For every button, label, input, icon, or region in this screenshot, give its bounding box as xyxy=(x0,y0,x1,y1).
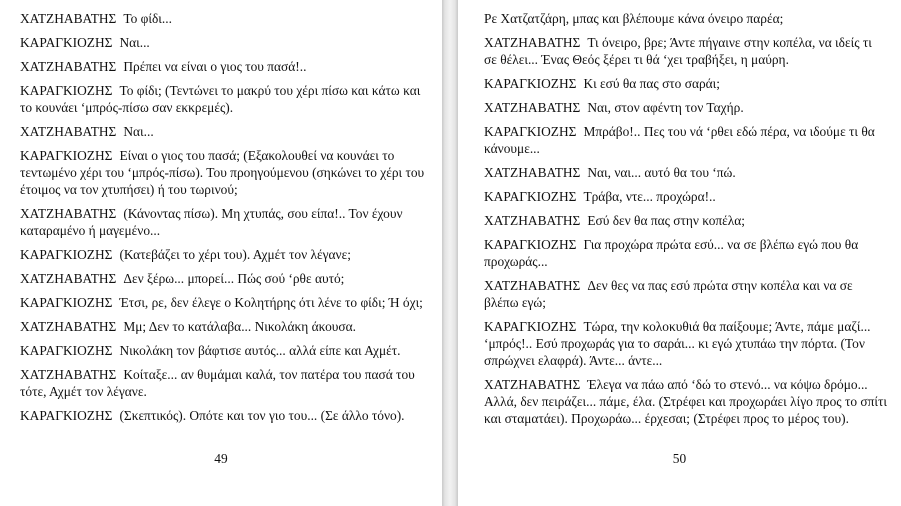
speaker-name: ΧΑΤΖΗΑΒΑΤΗΣ xyxy=(20,124,117,139)
dialogue-text: Κοίταξε... αν θυμάμαι καλά, τον πατέρα του πασά του τότε, Αχμέτ τον λέγανε. xyxy=(20,367,415,399)
dialogue-text: Νικολάκη τον βάφτισε αυτός... αλλά είπε και Αχμέτ. xyxy=(119,343,401,358)
left-page-text xyxy=(20,10,428,431)
dialogue-text: Ναι... xyxy=(123,124,154,139)
dialogue-paragraph xyxy=(20,294,428,311)
dialogue-text: Έλεγα να πάω από ‘δώ το στενό... να κόψω δρόμο... Αλλά, δεν πειράζει... πάμε, έλα. (Στρέφει και προχωράει λίγο προς το σπίτι και σταματάει). Προχωράω... έρχεσαι; (Στρέφει προς το μέρος του). xyxy=(484,377,887,426)
dialogue-text: Το φίδι; (Τεντώνει το μακρύ του χέρι πίσω και κάτω και το κουνάει ‘μπρός-πίσω σαν εκκρεμές). xyxy=(20,83,421,115)
dialogue-text: Τράβα, ντε... προχώρα!.. xyxy=(583,189,716,204)
dialogue-paragraph xyxy=(484,212,887,229)
speaker-name: ΧΑΤΖΗΑΒΑΤΗΣ xyxy=(20,59,117,74)
dialogue-text: Τι όνειρο, βρε; Άντε πήγαινε στην κοπέλα, να ιδείς τι σε θέλει... Ένας Θεός ξέρει τι θά ‘χει τραβήξει, η μαύρη. xyxy=(484,35,872,67)
dialogue-paragraph xyxy=(20,58,428,75)
dialogue-paragraph xyxy=(484,376,887,427)
page-number-left: 49 xyxy=(214,451,228,466)
dialogue-paragraph xyxy=(20,270,428,287)
speaker-name: ΚΑΡΑΓΚΙΟΖΗΣ xyxy=(484,124,577,139)
dialogue-paragraph xyxy=(20,366,428,400)
dialogue-paragraph xyxy=(484,277,887,311)
dialogue-paragraph xyxy=(484,99,887,116)
dialogue-text: Κι εσύ θα πας στο σαράι; xyxy=(583,76,720,91)
page-number-right: 50 xyxy=(672,451,687,466)
speaker-name: ΚΑΡΑΓΚΙΟΖΗΣ xyxy=(20,35,113,50)
dialogue-paragraph xyxy=(20,318,428,335)
dialogue-paragraph xyxy=(20,147,428,198)
dialogue-text: Τώρα, την κολοκυθιά θα παίξουμε; Άντε, πάμε μαζί... ‘μπρός!.. Εσύ προχωράς για το σαράι... κι εγώ χτυπάω την πόρτα. (Τον σπρώχνει ελαφρά). Άντε... άντε... xyxy=(484,319,871,368)
right-page xyxy=(458,0,901,506)
dialogue-text: Δεν θες να πας εσύ πρώτα στην κοπέλα και να σε βλέπω εγώ; xyxy=(484,278,853,310)
dialogue-text: Το φίδι... xyxy=(123,11,172,26)
speaker-name: ΧΑΤΖΗΑΒΑΤΗΣ xyxy=(484,165,581,180)
speaker-name: ΚΑΡΑΓΚΙΟΖΗΣ xyxy=(20,148,113,163)
speaker-name: ΧΑΤΖΗΑΒΑΤΗΣ xyxy=(20,319,117,334)
dialogue-paragraph xyxy=(20,123,428,140)
dialogue-paragraph xyxy=(484,318,887,369)
dialogue-text: Για προχώρα πρώτα εσύ... να σε βλέπω εγώ που θα προχωράς... xyxy=(484,237,859,269)
dialogue-text: Ρε Χατζατζάρη, μπας και βλέπουμε κάνα όνειρο παρέα; xyxy=(484,11,784,26)
speaker-name: ΧΑΤΖΗΑΒΑΤΗΣ xyxy=(484,278,581,293)
dialogue-text: Μμ; Δεν το κατάλαβα... Νικολάκη άκουσα. xyxy=(123,319,356,334)
dialogue-paragraph xyxy=(20,246,428,263)
dialogue-text: Ναι... xyxy=(119,35,150,50)
dialogue-text: Μπράβο!.. Πες του νά ‘ρθει εδώ πέρα, να ιδούμε τι θα κάνουμε... xyxy=(484,124,875,156)
dialogue-text: Ναι, στον αφέντη τον Ταχήρ. xyxy=(587,100,744,115)
speaker-name: ΚΑΡΑΓΚΙΟΖΗΣ xyxy=(484,189,577,204)
dialogue-text: Είναι ο γιος του πασά; (Εξακολουθεί να κουνάει το τεντωμένο χέρι του ‘μπρός-πίσω). Του προηγούμενου (σηκώνει το χέρι του έτοιμος να τον χτυπήσει) ή του τωρινού; xyxy=(20,148,425,197)
dialogue-text: Εσύ δεν θα πας στην κοπέλα; xyxy=(587,213,746,228)
dialogue-text: (Κατεβάζει το χέρι του). Αχμέτ τον λέγανε; xyxy=(119,247,351,262)
dialogue-paragraph xyxy=(20,10,428,27)
dialogue-paragraph xyxy=(484,164,887,181)
dialogue-paragraph xyxy=(484,188,887,205)
speaker-name: ΚΑΡΑΓΚΙΟΖΗΣ xyxy=(484,319,577,334)
speaker-name: ΧΑΤΖΗΑΒΑΤΗΣ xyxy=(484,35,581,50)
dialogue-paragraph xyxy=(484,123,887,157)
speaker-name: ΚΑΡΑΓΚΙΟΖΗΣ xyxy=(20,247,113,262)
dialogue-paragraph xyxy=(484,236,887,270)
speaker-name: ΚΑΡΑΓΚΙΟΖΗΣ xyxy=(20,343,113,358)
speaker-name: ΚΑΡΑΓΚΙΟΖΗΣ xyxy=(20,83,113,98)
dialogue-text: Ναι, ναι... αυτό θα του ‘πώ. xyxy=(587,165,736,180)
speaker-name: ΧΑΤΖΗΑΒΑΤΗΣ xyxy=(484,100,581,115)
speaker-name: ΚΑΡΑΓΚΙΟΖΗΣ xyxy=(20,295,113,310)
dialogue-paragraph xyxy=(484,75,887,92)
book-gutter xyxy=(442,0,458,506)
dialogue-text: Δεν ξέρω... μπορεί... Πώς σού ‘ρθε αυτό; xyxy=(123,271,345,286)
speaker-name: ΧΑΤΖΗΑΒΑΤΗΣ xyxy=(20,206,117,221)
dialogue-paragraph xyxy=(20,342,428,359)
left-page xyxy=(0,0,442,506)
dialogue-paragraph xyxy=(20,407,428,424)
speaker-name: ΧΑΤΖΗΑΒΑΤΗΣ xyxy=(20,367,117,382)
speaker-name: ΧΑΤΖΗΑΒΑΤΗΣ xyxy=(20,11,117,26)
dialogue-paragraph xyxy=(20,205,428,239)
dialogue-paragraph xyxy=(20,34,428,51)
speaker-name: ΧΑΤΖΗΑΒΑΤΗΣ xyxy=(20,271,117,286)
speaker-name: ΚΑΡΑΓΚΙΟΖΗΣ xyxy=(484,76,577,91)
dialogue-paragraph xyxy=(484,10,887,27)
right-page-text xyxy=(484,10,887,434)
speaker-name: ΚΑΡΑΓΚΙΟΖΗΣ xyxy=(20,408,113,423)
speaker-name: ΧΑΤΖΗΑΒΑΤΗΣ xyxy=(484,213,581,228)
dialogue-text: (Κάνοντας πίσω). Μη χτυπάς, σου είπα!.. Τον έχουν καταραμένο ή μαγεμένο... xyxy=(20,206,403,238)
dialogue-text: Έτσι, ρε, δεν έλεγε ο Κολητήρης ότι λένε το φίδι; Ή όχι; xyxy=(119,295,423,310)
dialogue-paragraph xyxy=(484,34,887,68)
dialogue-paragraph xyxy=(20,82,428,116)
speaker-name: ΚΑΡΑΓΚΙΟΖΗΣ xyxy=(484,237,577,252)
dialogue-text: Πρέπει να είναι ο γιος του πασά!.. xyxy=(123,59,307,74)
dialogue-text: (Σκεπτικός). Οπότε και τον γιο του... (Σε άλλο τόνο). xyxy=(119,408,405,423)
speaker-name: ΧΑΤΖΗΑΒΑΤΗΣ xyxy=(484,377,581,392)
